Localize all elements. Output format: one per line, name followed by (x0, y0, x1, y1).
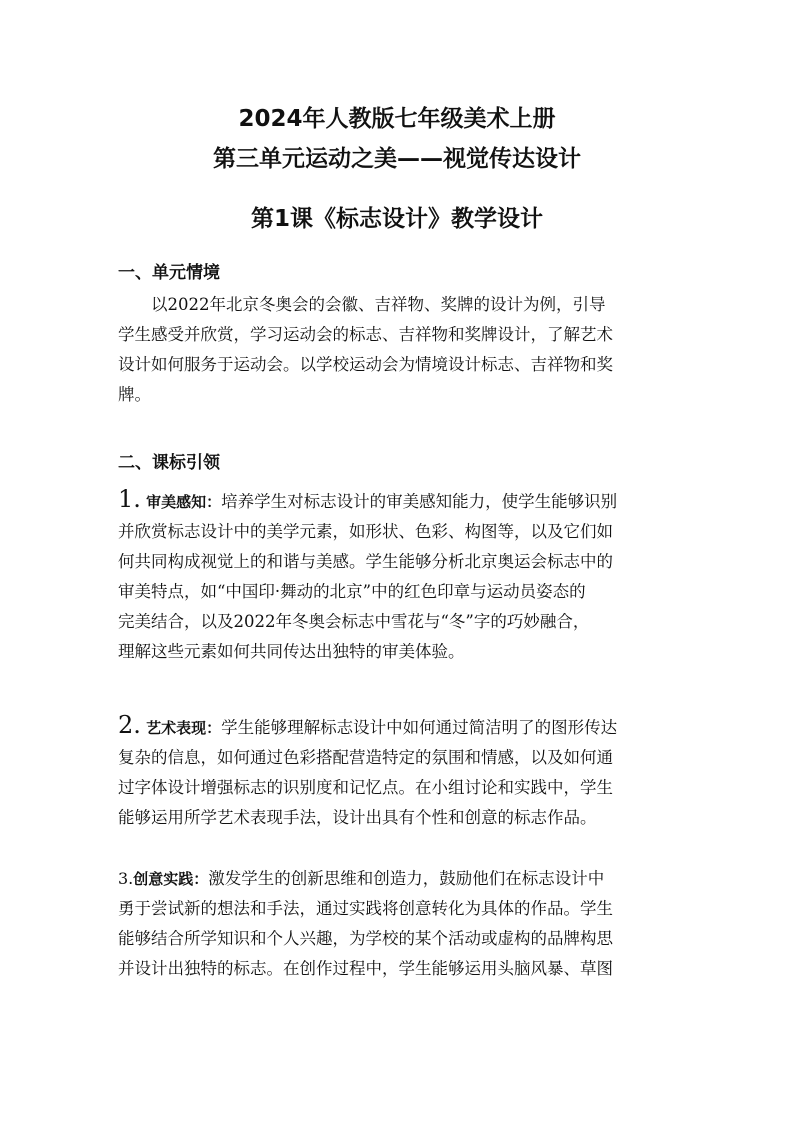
item2-first-line (118, 710, 680, 743)
item1-line: 审美特点，如“中国印·舞动的北京”中的红色印章与运动员姿态的 (118, 582, 586, 601)
item3-keyword: 创意实践： (133, 870, 209, 888)
item2-line: 能够运用所学艺术表现手法，设计出具有个性和创意的标志作品。 (118, 808, 597, 827)
item3-first-line (118, 864, 680, 894)
section1-line: 设计如何服务于运动会。以学校运动会为情境设计标志、吉祥物和奖 (118, 355, 613, 374)
item3-paragraph (118, 864, 680, 984)
item1-paragraph (118, 484, 680, 667)
item1-number: 1. (118, 485, 141, 513)
section1-line: 牌。 (118, 385, 151, 404)
item3-number: 3. (118, 869, 134, 888)
section1-heading: 一、单元情境 (118, 263, 220, 283)
section1-line: 学生感受并欣赏，学习运动会的标志、吉祥物和奖牌设计，了解艺术 (118, 325, 613, 344)
item2-line: 复杂的信息，如何通过色彩搭配营造特定的氛围和情感，以及如何通 (118, 748, 613, 767)
item3-line: 勇于尝试新的想法和手法，通过实践将创意转化为具体的作品。学生 (118, 899, 613, 918)
item1-keyword: 审美感知： (146, 493, 222, 511)
item2-paragraph (118, 710, 680, 833)
section2-heading: 二、课标引领 (118, 453, 220, 473)
item1-first-text: 培养学生对标志设计的审美感知能力，使学生能够识别 (221, 492, 618, 511)
item1-line: 完美结合，以及2022年冬奥会标志中雪花与“冬”字的巧妙融合， (118, 612, 590, 631)
item2-number: 2. (118, 711, 141, 739)
document-title-line1: 2024年人教版七年级美术上册 (238, 106, 556, 132)
item3-first-text: 激发学生的创新思维和创造力，鼓励他们在标志设计中 (208, 869, 605, 888)
item2-line: 过字体设计增强标志的识别度和记忆点。在小组讨论和实践中，学生 (118, 778, 613, 797)
item2-keyword: 艺术表现： (146, 719, 222, 737)
document-title-line2: 第三单元运动之美——视觉传达设计 (213, 146, 581, 172)
item1-first-line (118, 484, 680, 517)
item3-line: 能够结合所学知识和个人兴趣，为学校的某个活动或虚构的品牌构思 (118, 929, 613, 948)
item1-line: 理解这些元素如何共同传达出独特的审美体验。 (118, 642, 465, 661)
item1-line: 何共同构成视觉上的和谐与美感。学生能够分析北京奥运会标志中的 (118, 552, 613, 571)
item3-line: 并设计出独特的标志。在创作过程中，学生能够运用头脑风暴、草图 (118, 959, 613, 978)
item2-first-text: 学生能够理解标志设计中如何通过简洁明了的图形传达 (221, 718, 618, 737)
section1-paragraph (118, 290, 680, 410)
section1-line: 以2022年北京冬奥会的会徽、吉祥物、奖牌的设计为例，引导 (151, 295, 606, 314)
item1-line: 并欣赏标志设计中的美学元素，如形状、色彩、构图等，以及它们如 (118, 522, 613, 541)
lesson-title: 第1课《标志设计》教学设计 (250, 206, 543, 232)
